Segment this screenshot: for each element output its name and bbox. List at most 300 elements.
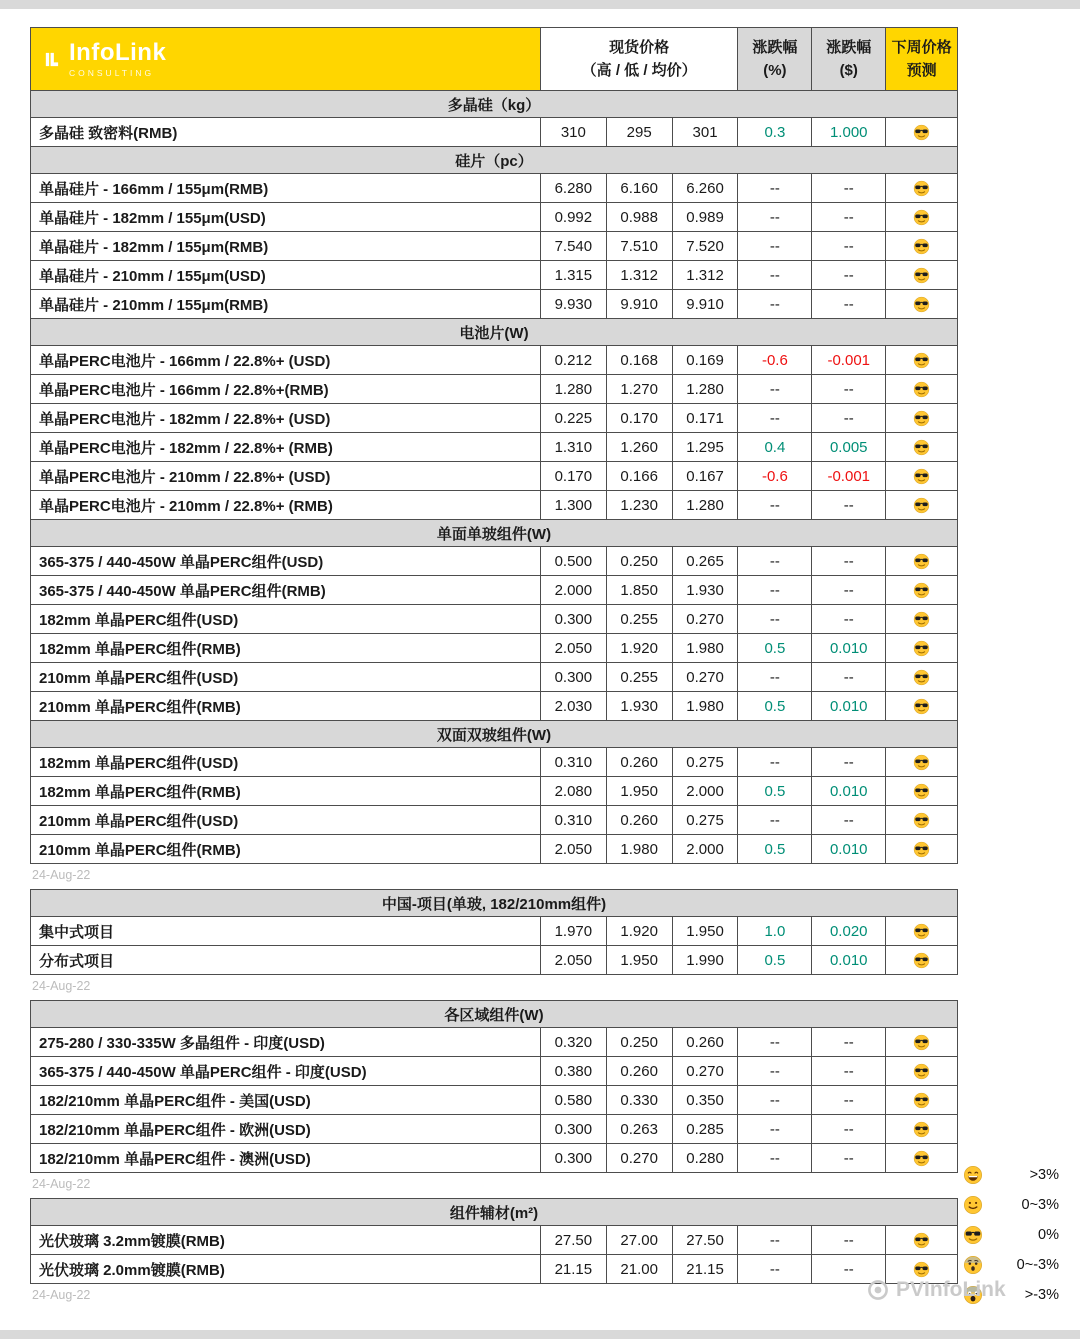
forecast-cell — [885, 346, 957, 374]
sunglasses-emoji-icon — [963, 1225, 983, 1245]
table-row — [31, 117, 957, 146]
price-low: 0.250 — [606, 1028, 672, 1056]
sunglasses-emoji-icon — [913, 180, 930, 197]
sunglasses-emoji-icon — [913, 1150, 930, 1167]
price-high: 1.970 — [540, 917, 606, 945]
change-dollar: 1.000 — [811, 118, 885, 146]
table-row — [31, 691, 957, 720]
change-dollar: -- — [811, 1086, 885, 1114]
change-percent: -- — [737, 576, 811, 604]
table-row — [31, 231, 957, 260]
product-label: 光伏玻璃 3.2mm镀膜(RMB) — [39, 1232, 225, 1250]
forecast-cell — [885, 748, 957, 776]
table-row — [31, 260, 957, 289]
forecast-cell — [885, 835, 957, 863]
product-label: 单晶PERC电池片 - 182mm / 22.8%+ (USD) — [39, 410, 331, 428]
price-low: 1.270 — [606, 375, 672, 403]
product-label: 光伏玻璃 2.0mm镀膜(RMB) — [39, 1261, 225, 1279]
table-row — [31, 747, 957, 776]
price-avg: 301 — [672, 118, 738, 146]
price-high: 1.315 — [540, 261, 606, 289]
sunglasses-emoji-icon — [913, 952, 930, 969]
price-high: 2.030 — [540, 692, 606, 720]
price-low: 27.00 — [606, 1226, 672, 1254]
regional-modules-table — [30, 1000, 958, 1173]
change-dollar: 0.020 — [811, 917, 885, 945]
change-dollar: -- — [811, 1144, 885, 1172]
sunglasses-emoji-icon — [913, 611, 930, 628]
sunglasses-emoji-icon — [913, 497, 930, 514]
table-row — [31, 604, 957, 633]
section-header: 硅片（pc） — [31, 146, 957, 173]
table-row — [31, 289, 957, 318]
product-label: 182/210mm 单晶PERC组件 - 欧洲(USD) — [39, 1121, 311, 1139]
change-percent: 0.3 — [737, 118, 811, 146]
change-percent: 0.5 — [737, 634, 811, 662]
price-high: 0.300 — [540, 1115, 606, 1143]
sunglasses-emoji-icon — [913, 439, 930, 456]
price-avg: 1.312 — [672, 261, 738, 289]
sunglasses-emoji-icon — [913, 1261, 930, 1278]
change-percent: -- — [737, 605, 811, 633]
price-high: 0.380 — [540, 1057, 606, 1085]
price-high: 2.050 — [540, 946, 606, 974]
column-header-change-dollar — [811, 28, 885, 90]
price-avg: 1.280 — [672, 375, 738, 403]
table-row — [31, 173, 957, 202]
price-avg: 0.275 — [672, 806, 738, 834]
bottom-strip — [0, 1330, 1080, 1339]
price-low: 1.950 — [606, 777, 672, 805]
forecast-cell — [885, 174, 957, 202]
product-label: 182mm 单晶PERC组件(USD) — [39, 754, 239, 772]
logo-text — [69, 38, 167, 78]
price-low: 0.263 — [606, 1115, 672, 1143]
header-line: 现货价格 — [609, 38, 670, 56]
legend-label: 0~-3% — [1016, 1257, 1059, 1273]
price-high: 0.300 — [540, 663, 606, 691]
table-row — [31, 805, 957, 834]
table-row — [31, 403, 957, 432]
price-avg: 2.000 — [672, 777, 738, 805]
price-low: 1.230 — [606, 491, 672, 519]
change-dollar: -- — [811, 748, 885, 776]
table-row — [31, 374, 957, 403]
change-percent: -- — [737, 203, 811, 231]
sunglasses-emoji-icon — [913, 841, 930, 858]
table-row — [31, 432, 957, 461]
date-label: 24-Aug-22 — [32, 1288, 91, 1302]
sunglasses-emoji-icon — [913, 1034, 930, 1051]
price-high: 0.300 — [540, 605, 606, 633]
change-dollar: -- — [811, 404, 885, 432]
price-avg: 0.285 — [672, 1115, 738, 1143]
sunglasses-emoji-icon — [913, 267, 930, 284]
content — [30, 27, 958, 1309]
price-avg: 0.280 — [672, 1144, 738, 1172]
table-row — [31, 1225, 957, 1254]
price-low: 7.510 — [606, 232, 672, 260]
sunglasses-emoji-icon — [913, 553, 930, 570]
sunglasses-emoji-icon — [913, 923, 930, 940]
forecast-cell — [885, 576, 957, 604]
change-percent: 0.5 — [737, 692, 811, 720]
forecast-cell — [885, 692, 957, 720]
change-dollar: -- — [811, 174, 885, 202]
change-dollar: -- — [811, 1028, 885, 1056]
price-low: 0.260 — [606, 806, 672, 834]
smile-emoji-icon — [963, 1195, 983, 1215]
header-line: （高 / 低 / 均价） — [581, 62, 697, 79]
sunglasses-emoji-icon — [913, 381, 930, 398]
table-row — [31, 1027, 957, 1056]
price-high: 0.170 — [540, 462, 606, 490]
date-label: 24-Aug-22 — [32, 979, 91, 993]
table-row — [31, 916, 957, 945]
forecast-cell — [885, 634, 957, 662]
sunglasses-emoji-icon — [913, 468, 930, 485]
change-percent: -- — [737, 404, 811, 432]
change-percent: -- — [737, 290, 811, 318]
price-high: 310 — [540, 118, 606, 146]
change-percent: -- — [737, 1057, 811, 1085]
product-label: 单晶硅片 - 210mm / 155μm(USD) — [39, 267, 266, 285]
price-low: 0.270 — [606, 1144, 672, 1172]
price-high: 0.310 — [540, 806, 606, 834]
header-line: 预测 — [906, 62, 937, 79]
section-header: 各区域组件(W) — [31, 1001, 957, 1027]
change-percent: -- — [737, 1086, 811, 1114]
column-header-spot-price — [540, 28, 738, 90]
change-dollar: -- — [811, 203, 885, 231]
change-dollar: -- — [811, 1115, 885, 1143]
price-high: 0.992 — [540, 203, 606, 231]
price-avg: 27.50 — [672, 1226, 738, 1254]
change-percent: -- — [737, 1144, 811, 1172]
change-percent: -- — [737, 806, 811, 834]
sunglasses-emoji-icon — [913, 669, 930, 686]
table-row — [31, 633, 957, 662]
sunglasses-emoji-icon — [913, 352, 930, 369]
forecast-cell — [885, 433, 957, 461]
forecast-cell — [885, 1028, 957, 1056]
table-row — [31, 546, 957, 575]
sunglasses-emoji-icon — [913, 1092, 930, 1109]
product-label: 365-375 / 440-450W 单晶PERC组件(RMB) — [39, 582, 326, 600]
price-high: 1.280 — [540, 375, 606, 403]
table-row — [31, 662, 957, 691]
change-dollar: -- — [811, 1255, 885, 1283]
fearful-emoji-icon — [963, 1255, 983, 1275]
change-dollar: -- — [811, 375, 885, 403]
change-dollar: 0.010 — [811, 835, 885, 863]
legend-label: >3% — [1029, 1167, 1059, 1183]
forecast-cell — [885, 806, 957, 834]
table-row — [31, 461, 957, 490]
price-high: 9.930 — [540, 290, 606, 318]
forecast-cell — [885, 232, 957, 260]
forecast-cell — [885, 605, 957, 633]
forecast-cell — [885, 290, 957, 318]
sunglasses-emoji-icon — [913, 410, 930, 427]
price-high: 2.000 — [540, 576, 606, 604]
legend-label: >-3% — [1024, 1287, 1059, 1303]
product-label: 210mm 单晶PERC组件(USD) — [39, 812, 239, 830]
price-high: 0.225 — [540, 404, 606, 432]
price-low: 0.250 — [606, 547, 672, 575]
table-body — [31, 1001, 957, 1172]
table-body — [31, 1199, 957, 1283]
change-dollar: -- — [811, 806, 885, 834]
price-low: 0.330 — [606, 1086, 672, 1114]
price-high: 0.320 — [540, 1028, 606, 1056]
change-percent: -- — [737, 174, 811, 202]
price-low: 0.260 — [606, 748, 672, 776]
product-label: 182mm 单晶PERC组件(RMB) — [39, 640, 241, 658]
change-percent: -- — [737, 491, 811, 519]
column-header-forecast — [885, 28, 957, 90]
table-row — [31, 1056, 957, 1085]
forecast-cell — [885, 375, 957, 403]
table-row — [31, 945, 957, 974]
logo-subtitle: CONSULTING — [69, 67, 155, 78]
change-percent: -- — [737, 261, 811, 289]
legend-item — [963, 1250, 1059, 1280]
sunglasses-emoji-icon — [913, 238, 930, 255]
price-avg: 0.989 — [672, 203, 738, 231]
table-header — [31, 28, 957, 91]
table-row — [31, 490, 957, 519]
price-low: 0.988 — [606, 203, 672, 231]
change-dollar: -- — [811, 663, 885, 691]
product-label: 单晶硅片 - 182mm / 155μm(RMB) — [39, 238, 269, 256]
price-low: 1.950 — [606, 946, 672, 974]
change-percent: -- — [737, 375, 811, 403]
sunglasses-emoji-icon — [913, 1063, 930, 1080]
price-avg: 7.520 — [672, 232, 738, 260]
forecast-cell — [885, 1115, 957, 1143]
product-label: 210mm 单晶PERC组件(RMB) — [39, 698, 241, 716]
change-dollar: -- — [811, 605, 885, 633]
table-body — [31, 890, 957, 974]
product-label: 182mm 单晶PERC组件(USD) — [39, 611, 239, 629]
infolink-logo-icon — [43, 51, 60, 68]
change-dollar: -0.001 — [811, 462, 885, 490]
product-label: 集中式项目 — [39, 923, 115, 941]
product-label: 单晶PERC电池片 - 210mm / 22.8%+ (RMB) — [39, 497, 333, 515]
forecast-cell — [885, 663, 957, 691]
price-high: 1.300 — [540, 491, 606, 519]
change-percent: -0.6 — [737, 462, 811, 490]
product-label: 单晶PERC电池片 - 166mm / 22.8%+ (USD) — [39, 352, 331, 370]
price-low: 0.260 — [606, 1057, 672, 1085]
price-avg: 0.270 — [672, 663, 738, 691]
price-avg: 1.980 — [672, 692, 738, 720]
price-high: 7.540 — [540, 232, 606, 260]
price-low: 1.920 — [606, 917, 672, 945]
infolink-logo — [31, 28, 540, 90]
price-low: 295 — [606, 118, 672, 146]
price-low: 0.170 — [606, 404, 672, 432]
price-avg: 2.000 — [672, 835, 738, 863]
product-label: 182/210mm 单晶PERC组件 - 美国(USD) — [39, 1092, 311, 1110]
price-high: 0.310 — [540, 748, 606, 776]
price-avg: 0.270 — [672, 1057, 738, 1085]
legend-item — [963, 1220, 1059, 1250]
change-percent: 0.5 — [737, 777, 811, 805]
forecast-cell — [885, 777, 957, 805]
table-row — [31, 345, 957, 374]
price-low: 6.160 — [606, 174, 672, 202]
product-label: 275-280 / 330-335W 多晶组件 - 印度(USD) — [39, 1034, 325, 1052]
sunglasses-emoji-icon — [913, 296, 930, 313]
sunglasses-emoji-icon — [913, 1121, 930, 1138]
table-row — [31, 776, 957, 805]
product-label: 单晶硅片 - 210mm / 155μm(RMB) — [39, 296, 269, 314]
change-dollar: 0.010 — [811, 777, 885, 805]
price-low: 0.166 — [606, 462, 672, 490]
section-header: 单面单玻组件(W) — [31, 519, 957, 546]
change-dollar: -0.001 — [811, 346, 885, 374]
price-low: 1.312 — [606, 261, 672, 289]
forecast-cell — [885, 1057, 957, 1085]
sunglasses-emoji-icon — [913, 124, 930, 141]
price-avg: 0.260 — [672, 1028, 738, 1056]
price-avg: 1.950 — [672, 917, 738, 945]
change-dollar: -- — [811, 261, 885, 289]
table-row — [31, 1143, 957, 1172]
section-header: 多晶硅（kg） — [31, 91, 957, 117]
change-dollar: 0.010 — [811, 634, 885, 662]
price-high: 1.310 — [540, 433, 606, 461]
section-header: 双面双玻组件(W) — [31, 720, 957, 747]
column-header-change-percent — [737, 28, 811, 90]
product-label: 单晶PERC电池片 - 166mm / 22.8%+(RMB) — [39, 381, 329, 399]
price-avg: 6.260 — [672, 174, 738, 202]
forecast-cell — [885, 261, 957, 289]
module-materials-table — [30, 1198, 958, 1284]
table-row — [31, 575, 957, 604]
change-dollar: -- — [811, 1057, 885, 1085]
price-avg: 0.169 — [672, 346, 738, 374]
main-price-table — [30, 27, 958, 864]
change-dollar: -- — [811, 491, 885, 519]
price-low: 1.920 — [606, 634, 672, 662]
table-row — [31, 1085, 957, 1114]
product-label: 单晶硅片 - 166mm / 155μm(RMB) — [39, 180, 269, 198]
sunglasses-emoji-icon — [913, 1232, 930, 1249]
product-label: 单晶硅片 - 182mm / 155μm(USD) — [39, 209, 266, 227]
table-body — [31, 91, 957, 863]
date-label: 24-Aug-22 — [32, 868, 91, 882]
change-percent: -- — [737, 547, 811, 575]
product-label: 单晶PERC电池片 - 182mm / 22.8%+ (RMB) — [39, 439, 333, 457]
table-row — [31, 202, 957, 231]
header-line: 下周价格 — [891, 38, 952, 56]
product-label: 210mm 单晶PERC组件(RMB) — [39, 841, 241, 859]
sunglasses-emoji-icon — [913, 209, 930, 226]
price-high: 2.050 — [540, 634, 606, 662]
forecast-cell — [885, 491, 957, 519]
forecast-cell — [885, 462, 957, 490]
forecast-cell — [885, 118, 957, 146]
price-high: 2.080 — [540, 777, 606, 805]
product-label: 210mm 单晶PERC组件(USD) — [39, 669, 239, 687]
header-line: ($) — [839, 62, 858, 79]
price-low: 0.255 — [606, 663, 672, 691]
change-percent: -- — [737, 748, 811, 776]
product-label: 182/210mm 单晶PERC组件 - 澳洲(USD) — [39, 1150, 311, 1168]
change-dollar: -- — [811, 547, 885, 575]
section-header: 组件辅材(m²) — [31, 1199, 957, 1225]
sunglasses-emoji-icon — [913, 754, 930, 771]
price-avg: 21.15 — [672, 1255, 738, 1283]
product-label: 分布式项目 — [39, 952, 115, 970]
sunglasses-emoji-icon — [913, 812, 930, 829]
product-label: 365-375 / 440-450W 单晶PERC组件(USD) — [39, 553, 324, 571]
price-avg: 0.270 — [672, 605, 738, 633]
legend-label: 0~3% — [1021, 1197, 1059, 1213]
price-low: 21.00 — [606, 1255, 672, 1283]
price-low: 1.930 — [606, 692, 672, 720]
change-percent: 0.4 — [737, 433, 811, 461]
forecast-cell — [885, 1144, 957, 1172]
change-dollar: 0.010 — [811, 692, 885, 720]
watermark-text: PVInfoLink — [896, 1278, 1006, 1301]
table-row — [31, 1114, 957, 1143]
section-header: 电池片(W) — [31, 318, 957, 345]
forecast-cell — [885, 946, 957, 974]
price-high: 2.050 — [540, 835, 606, 863]
price-low: 1.260 — [606, 433, 672, 461]
sunglasses-emoji-icon — [913, 783, 930, 800]
change-dollar: -- — [811, 290, 885, 318]
price-avg: 1.295 — [672, 433, 738, 461]
logo-title: InfoLink — [69, 38, 167, 66]
change-dollar: 0.010 — [811, 946, 885, 974]
china-projects-table — [30, 889, 958, 975]
forecast-cell — [885, 1226, 957, 1254]
price-high: 0.212 — [540, 346, 606, 374]
price-high: 6.280 — [540, 174, 606, 202]
price-low: 1.850 — [606, 576, 672, 604]
price-avg: 1.990 — [672, 946, 738, 974]
change-dollar: -- — [811, 232, 885, 260]
pvinfolink-watermark-icon — [866, 1278, 890, 1302]
change-percent: 0.5 — [737, 946, 811, 974]
price-low: 1.980 — [606, 835, 672, 863]
product-label: 单晶PERC电池片 - 210mm / 22.8%+ (USD) — [39, 468, 331, 486]
header-line: (%) — [763, 62, 787, 79]
price-avg: 0.167 — [672, 462, 738, 490]
watermark — [866, 1278, 1006, 1302]
price-high: 21.15 — [540, 1255, 606, 1283]
grin-emoji-icon — [963, 1165, 983, 1185]
price-low: 9.910 — [606, 290, 672, 318]
product-label: 365-375 / 440-450W 单晶PERC组件 - 印度(USD) — [39, 1063, 367, 1081]
change-dollar: -- — [811, 576, 885, 604]
product-label: 多晶硅 致密料(RMB) — [39, 124, 178, 142]
sunglasses-emoji-icon — [913, 640, 930, 657]
header-line: 涨跌幅 — [752, 38, 798, 56]
price-avg: 9.910 — [672, 290, 738, 318]
price-avg: 0.265 — [672, 547, 738, 575]
price-avg: 0.171 — [672, 404, 738, 432]
price-high: 0.300 — [540, 1144, 606, 1172]
change-percent: 1.0 — [737, 917, 811, 945]
change-percent: -- — [737, 1255, 811, 1283]
price-avg: 1.280 — [672, 491, 738, 519]
